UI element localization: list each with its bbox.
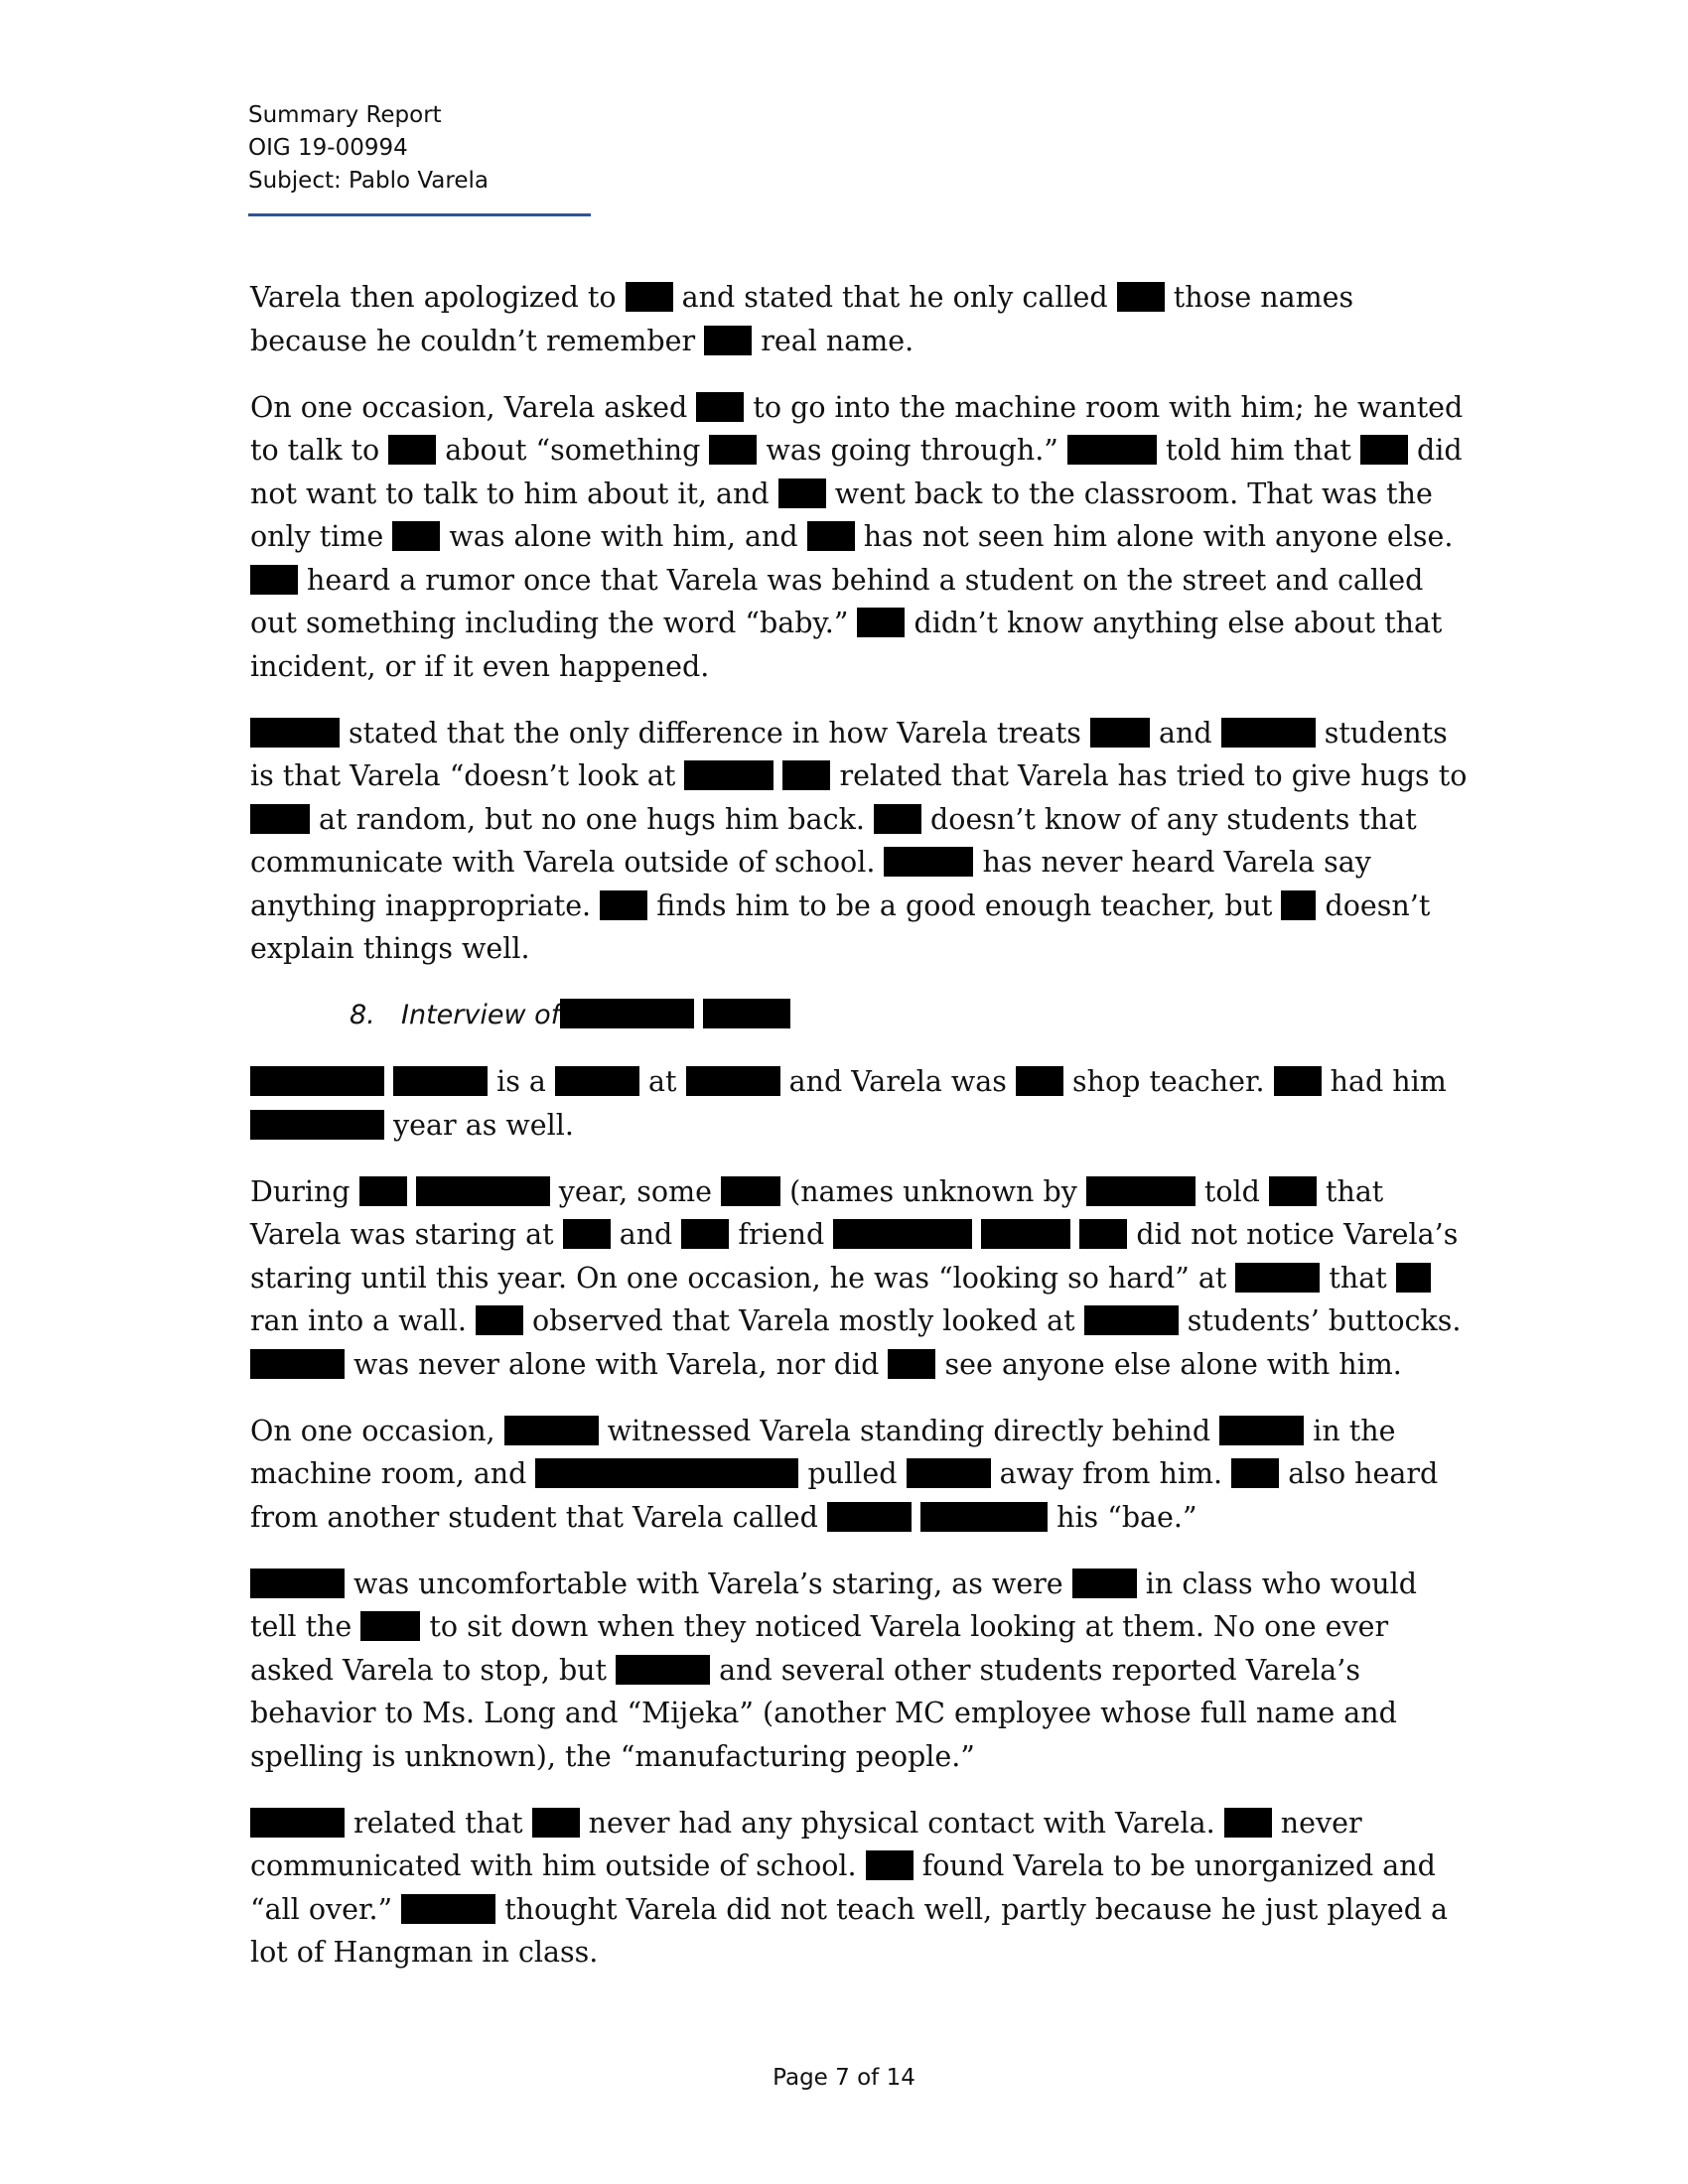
redaction-block — [888, 1349, 935, 1379]
text-line — [250, 645, 1442, 689]
redaction-block — [1117, 282, 1165, 312]
text-segment — [407, 1175, 416, 1208]
text-segment: and several other students reported Varela’s — [710, 1653, 1360, 1687]
redaction-block — [1224, 1808, 1272, 1838]
text-segment: from another student that Varela called — [250, 1500, 827, 1534]
text-segment: see anyone else alone with him. — [935, 1347, 1402, 1381]
text-segment: communicate with Varela outside of school. — [250, 846, 885, 879]
report-body — [250, 276, 1468, 1997]
text-segment: pulled — [798, 1457, 907, 1490]
text-segment: During — [250, 1174, 359, 1208]
text-line — [250, 1496, 1442, 1540]
text-line — [250, 1299, 1462, 1343]
redaction-block — [1235, 1263, 1320, 1293]
text-segment: asked Varela to stop, but — [250, 1653, 617, 1687]
text-segment: friend — [729, 1218, 834, 1251]
redaction-block — [1219, 1416, 1304, 1445]
redaction-block — [393, 1066, 488, 1096]
text-segment: was alone with him, and — [440, 520, 807, 553]
text-segment: machine room, and — [250, 1457, 536, 1490]
text-line — [250, 1104, 1442, 1148]
redaction-block — [250, 804, 310, 834]
text-segment: that — [1320, 1261, 1396, 1295]
text-segment: thought Varela did not teach well, partly because he just played a — [495, 1892, 1449, 1926]
redaction-block — [416, 1176, 550, 1206]
text-segment: shop teacher. — [1062, 1065, 1274, 1098]
redaction-block — [360, 1611, 420, 1641]
text-segment: had him — [1321, 1065, 1447, 1098]
redaction-block — [388, 435, 436, 465]
text-segment: On one occasion, — [250, 1414, 504, 1447]
redaction-block — [1016, 1066, 1063, 1096]
redaction-block — [866, 1850, 914, 1880]
text-segment: Varela then apologized to — [250, 281, 626, 314]
text-segment: never — [1271, 1806, 1362, 1840]
redaction-block — [981, 1219, 1070, 1249]
text-segment: and stated that he only called — [672, 281, 1117, 314]
text-segment: never had any physical contact with Varela. — [579, 1806, 1224, 1840]
text-line — [250, 1060, 1447, 1104]
redaction-block — [1281, 890, 1316, 920]
text-segment: was never alone with Varela, nor did — [345, 1347, 889, 1381]
text-segment: out something including the word “baby.” — [250, 607, 858, 639]
text-segment: and — [610, 1218, 682, 1251]
text-line — [250, 1213, 1459, 1257]
text-line — [250, 386, 1464, 430]
text-line — [250, 1735, 1442, 1779]
paragraph — [250, 1060, 1447, 1147]
text-segment: was uncomfortable with Varela’s staring, as were — [345, 1567, 1072, 1600]
text-segment: communicated with him outside of school. — [250, 1849, 866, 1882]
redaction-block — [703, 999, 790, 1028]
text-segment: because he couldn’t remember — [250, 324, 705, 357]
page-number: Page 7 of 14 — [773, 2065, 915, 2091]
redaction-block — [250, 718, 340, 748]
redaction-block — [807, 521, 855, 551]
text-segment: at random, but no one hugs him back. — [310, 802, 874, 836]
text-segment: did — [1407, 434, 1463, 467]
redaction-block — [709, 435, 757, 465]
redaction-block — [874, 804, 921, 834]
redaction-block — [1084, 1305, 1179, 1335]
text-segment: related that — [345, 1806, 532, 1840]
redaction-block — [560, 999, 694, 1028]
text-segment: related that Varela has tried to give hugs to — [830, 759, 1468, 792]
redaction-block — [1396, 1263, 1431, 1293]
text-segment: staring until this year. On one occasion, he was “looking so hard” at — [250, 1261, 1236, 1295]
redaction-block — [476, 1305, 523, 1335]
paragraph — [250, 1410, 1442, 1540]
text-line — [250, 276, 1442, 320]
redaction-block — [827, 1502, 912, 1532]
text-segment: away from him. — [990, 1457, 1232, 1490]
paragraph — [250, 712, 1468, 971]
redaction-block — [532, 1808, 580, 1838]
text-segment: On one occasion, Varela asked — [250, 390, 697, 424]
text-segment: students’ buttocks. — [1178, 1304, 1462, 1337]
text-segment — [774, 759, 782, 792]
report-title: Summary Report — [248, 102, 442, 128]
redaction-block — [250, 565, 298, 595]
redaction-block — [1072, 1569, 1137, 1598]
redaction-block — [721, 1176, 780, 1206]
section-number: 8. — [350, 1000, 375, 1030]
text-segment: also heard — [1279, 1457, 1439, 1490]
redaction-block — [907, 1458, 991, 1488]
report-header — [248, 99, 489, 198]
paragraph — [250, 386, 1464, 689]
text-segment: about “something — [436, 434, 710, 467]
text-line — [250, 602, 1442, 645]
text-segment: heard a rumor once that Varela was behind a student on the street and called — [298, 563, 1424, 597]
text-segment: his “bae.” — [1048, 1500, 1197, 1534]
text-segment — [1070, 1218, 1079, 1251]
redaction-block — [1360, 435, 1408, 465]
text-segment: lot of Hangman in class. — [250, 1936, 599, 1969]
text-segment: is a — [488, 1065, 555, 1098]
text-segment: told — [1195, 1174, 1269, 1208]
text-segment: Varela was staring at — [250, 1218, 563, 1251]
redaction-block — [250, 1808, 345, 1838]
redaction-block — [563, 1219, 611, 1249]
text-segment: witnessed Varela standing directly behind — [598, 1414, 1220, 1447]
text-line — [250, 1257, 1442, 1300]
redaction-block — [857, 608, 905, 637]
text-line — [250, 841, 1442, 885]
redaction-block — [686, 1066, 780, 1096]
text-segment: to go into the machine room with him; he wanted — [744, 390, 1464, 424]
text-segment: behavior to Ms. Long and “Mijeka” (another MC employee whose full name and — [250, 1697, 1397, 1729]
redaction-block — [535, 1458, 798, 1488]
text-line — [250, 320, 1442, 363]
redaction-block — [884, 847, 973, 877]
text-segment: students — [1315, 716, 1448, 750]
redaction-block — [616, 1655, 710, 1685]
section-title: Interview of — [401, 1000, 561, 1030]
redaction-block — [696, 392, 744, 422]
redaction-block — [359, 1176, 407, 1206]
redaction-block — [1274, 1066, 1322, 1096]
redaction-block — [1086, 1176, 1196, 1206]
text-line — [250, 1605, 1442, 1649]
case-number: OIG 19-00994 — [248, 135, 408, 161]
text-segment: did not notice Varela’s — [1127, 1218, 1459, 1251]
text-line — [250, 1170, 1442, 1214]
text-line — [250, 515, 1454, 559]
text-segment: and — [1149, 716, 1221, 750]
redaction-block — [401, 1894, 495, 1924]
text-segment: was going through.” — [757, 434, 1067, 467]
text-segment: explain things well. — [250, 932, 530, 965]
text-segment: incident, or if it even happened. — [250, 649, 710, 683]
text-segment: doesn’t — [1316, 888, 1431, 922]
text-line — [250, 1452, 1442, 1496]
text-line — [250, 712, 1448, 755]
redaction-block — [920, 1502, 1048, 1532]
section-heading — [250, 994, 1442, 1037]
text-segment: in class who would — [1136, 1567, 1417, 1600]
text-segment: real name. — [752, 324, 914, 357]
text-line — [250, 1931, 1442, 1975]
text-segment: found Varela to be unorganized and — [913, 1849, 1436, 1882]
redaction-block — [250, 1110, 384, 1140]
text-line — [250, 1844, 1442, 1888]
text-segment: anything inappropriate. — [250, 888, 601, 922]
text-segment: year, some — [549, 1174, 722, 1208]
text-segment: is that Varela “doesn’t look at — [250, 759, 685, 792]
header-divider — [248, 213, 591, 216]
redaction-block — [681, 1219, 729, 1249]
text-segment: year as well. — [384, 1108, 574, 1142]
redaction-block — [782, 760, 830, 790]
redaction-block — [833, 1219, 972, 1249]
paragraph — [250, 1563, 1442, 1779]
text-segment: not want to talk to him about it, and — [250, 477, 778, 510]
text-line — [250, 1802, 1442, 1845]
text-segment: to talk to — [250, 434, 389, 467]
text-segment: that — [1316, 1174, 1384, 1208]
redaction-block — [600, 890, 647, 920]
text-segment: has never heard Varela say — [973, 846, 1371, 879]
redaction-block — [392, 521, 440, 551]
text-segment: (names unknown by — [780, 1174, 1086, 1208]
text-segment: didn’t know anything else about that — [905, 607, 1443, 639]
redaction-block — [1079, 1219, 1127, 1249]
text-line — [250, 885, 1442, 928]
text-line — [250, 1563, 1442, 1606]
redaction-block — [250, 1349, 345, 1379]
text-segment: at — [638, 1065, 686, 1098]
text-segment: those names — [1164, 281, 1354, 314]
text-line — [250, 927, 1442, 971]
text-segment: spelling is unknown), the “manufacturing people.” — [250, 1739, 975, 1773]
report-subject: Subject: Pablo Varela — [248, 168, 489, 194]
redaction-block — [250, 1066, 384, 1096]
text-line — [250, 1343, 1442, 1387]
paragraph — [250, 1802, 1449, 1975]
text-segment: told him that — [1156, 434, 1360, 467]
text-line — [250, 1692, 1442, 1735]
text-segment: and Varela was — [779, 1065, 1016, 1098]
redaction-block — [1269, 1176, 1317, 1206]
text-segment: ran into a wall. — [250, 1304, 476, 1337]
text-segment — [912, 1501, 920, 1534]
redaction-block — [1090, 718, 1150, 748]
text-line — [250, 1888, 1449, 1932]
text-segment: went back to the classroom. That was the — [825, 477, 1433, 510]
redaction-block — [704, 326, 752, 355]
redaction-block — [684, 760, 774, 790]
text-segment: only time — [250, 520, 393, 553]
redaction-block — [555, 1066, 639, 1096]
text-segment: to sit down when they noticed Varela looking at them. No one ever — [420, 1610, 1389, 1643]
text-segment: stated that the only difference in how Varela treats — [340, 716, 1090, 750]
text-line — [250, 559, 1442, 603]
text-segment: doesn’t know of any students that — [920, 802, 1417, 836]
text-segment: has not seen him alone with anyone else. — [854, 520, 1454, 553]
redaction-block — [626, 282, 673, 312]
text-segment: “all over.” — [250, 1892, 402, 1926]
redaction-block — [504, 1416, 599, 1445]
text-line — [250, 429, 1463, 473]
text-line — [250, 473, 1442, 516]
text-line — [250, 754, 1468, 798]
paragraph — [250, 1170, 1462, 1387]
paragraph — [250, 276, 1442, 362]
text-segment: in the — [1304, 1414, 1396, 1447]
text-line — [250, 1649, 1442, 1693]
redaction-block — [1231, 1458, 1279, 1488]
text-segment: tell the — [250, 1610, 361, 1643]
redaction-block — [1067, 435, 1157, 465]
redaction-block — [1221, 718, 1316, 748]
redaction-block — [250, 1569, 345, 1598]
text-segment — [972, 1218, 981, 1251]
text-line — [250, 1410, 1442, 1453]
text-segment: observed that Varela mostly looked at — [522, 1304, 1084, 1337]
text-line — [250, 798, 1442, 842]
text-segment — [384, 1065, 393, 1098]
redaction-block — [778, 478, 826, 508]
text-segment: finds him to be a good enough teacher, but — [647, 888, 1282, 922]
